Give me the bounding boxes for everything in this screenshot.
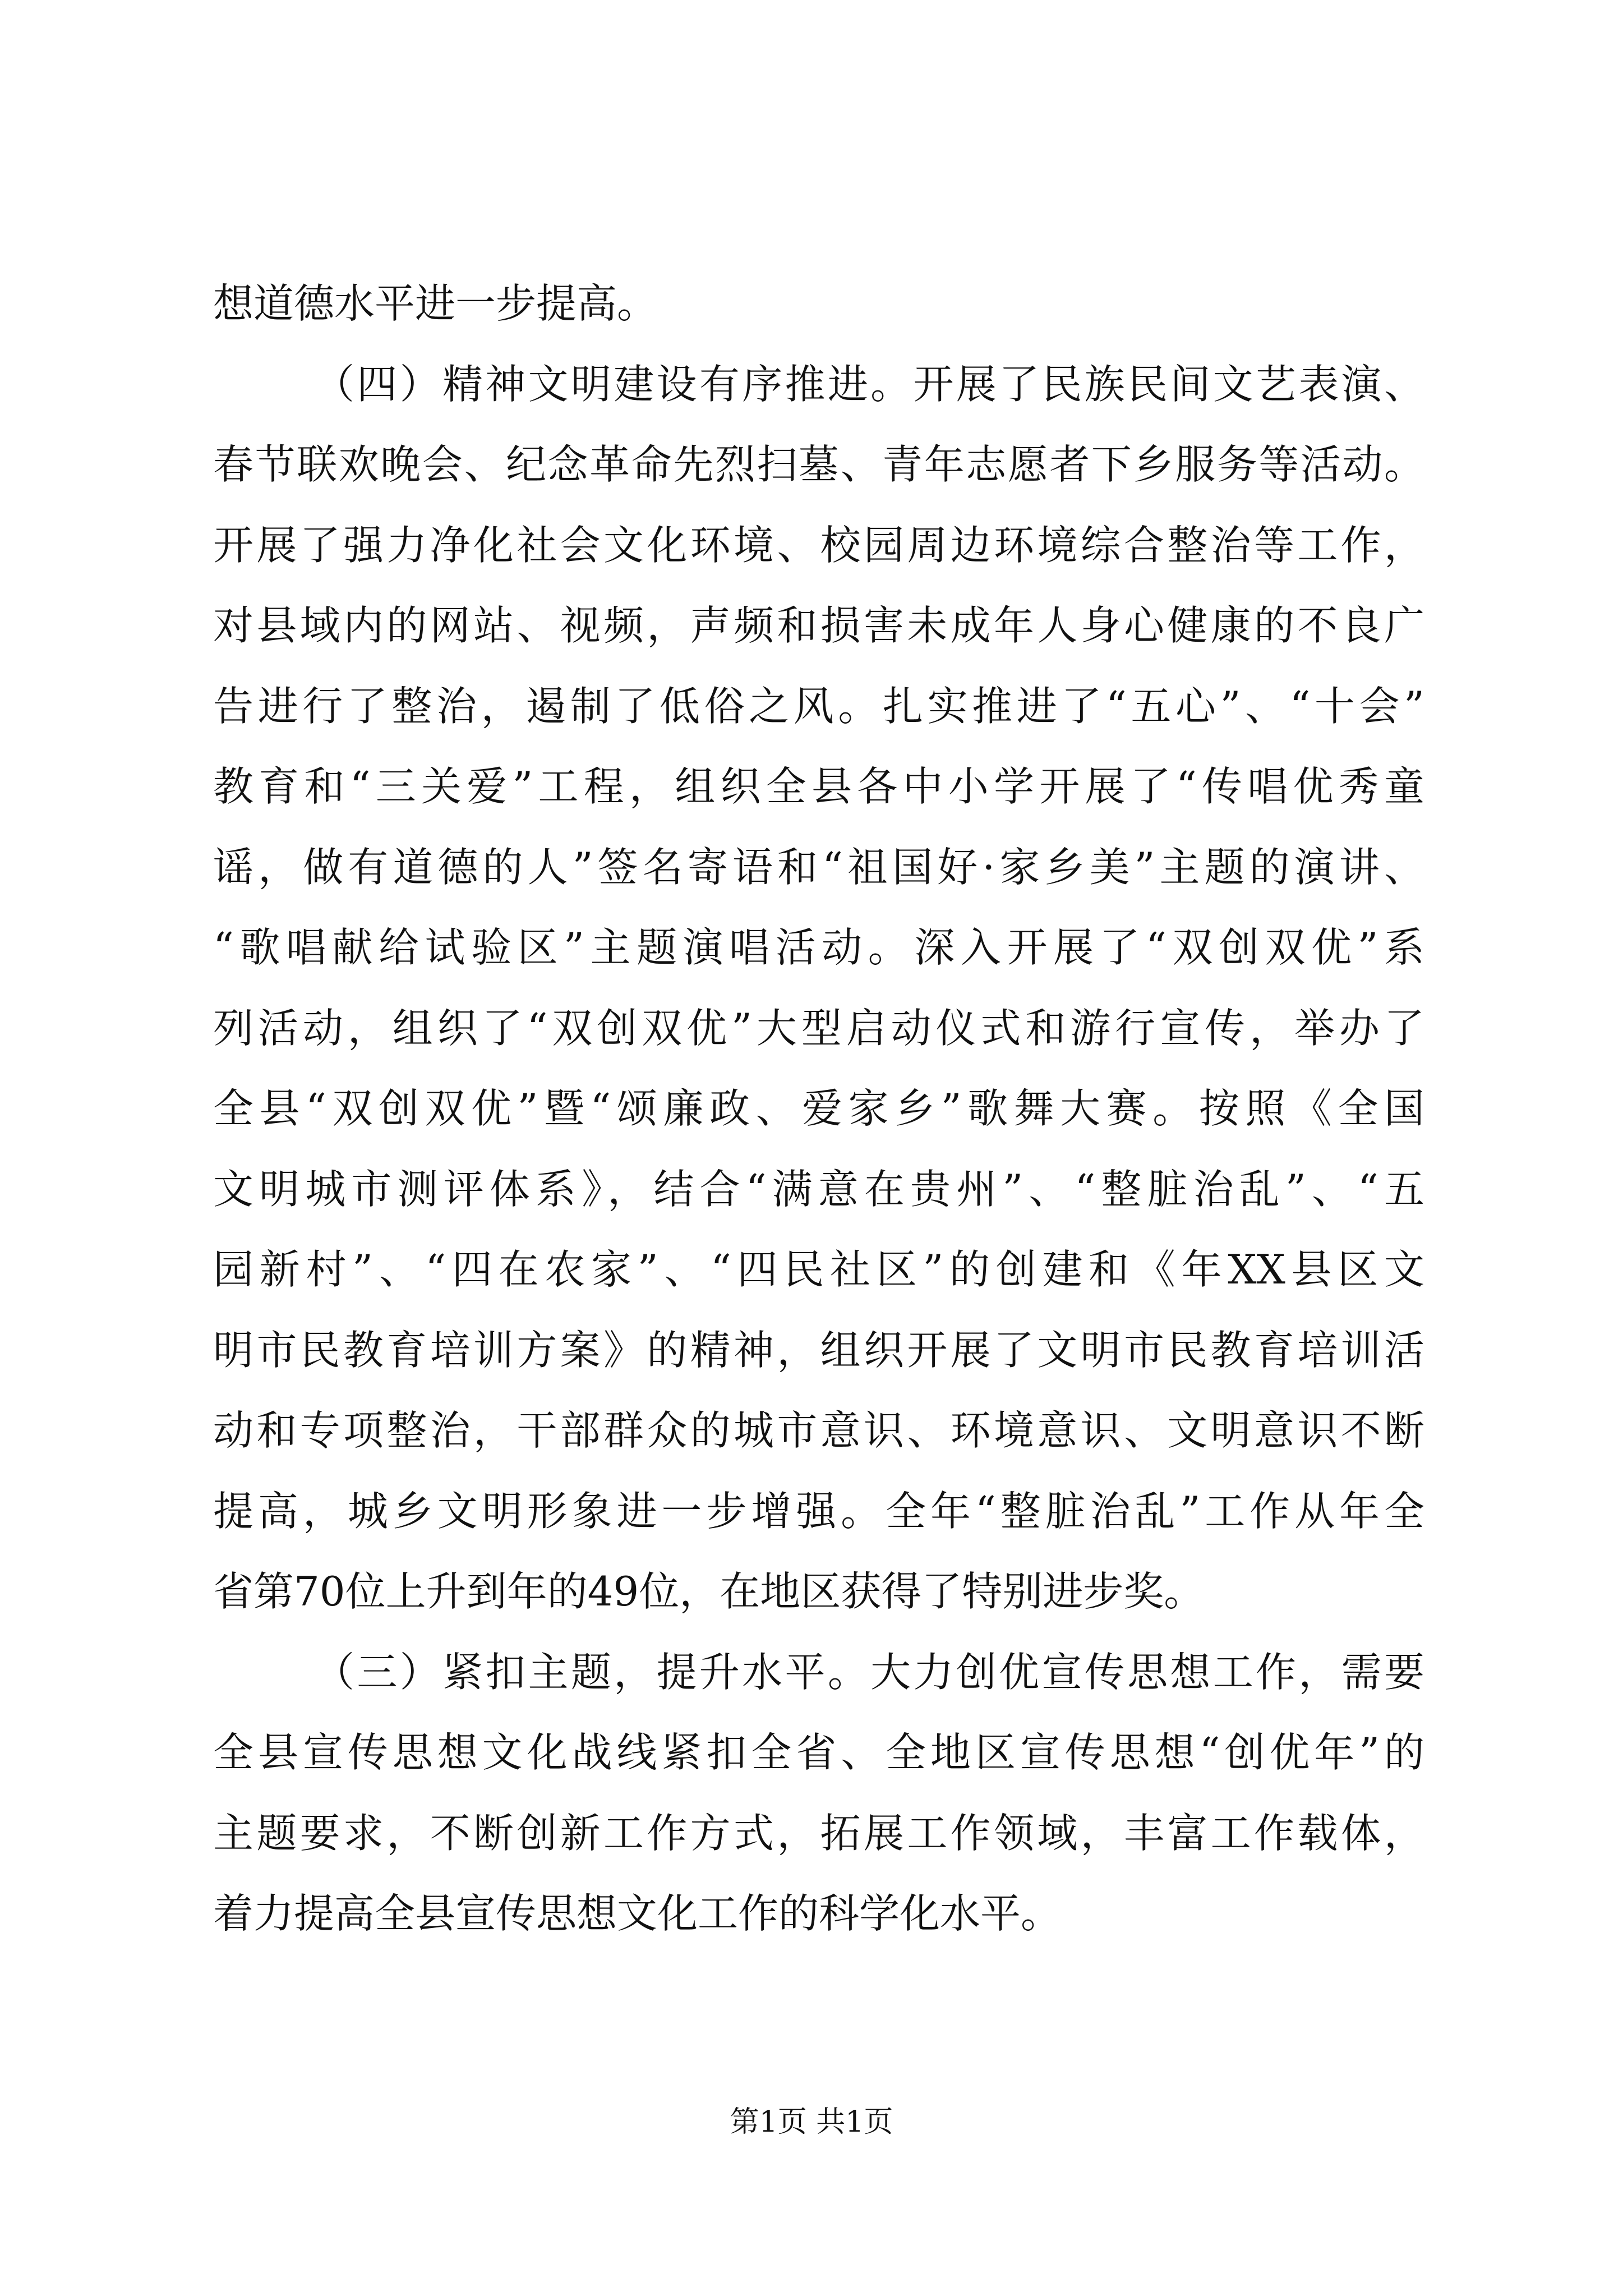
text-line: “歌唱献给试验区”主题演唱活动。深入开展了“双创双优”系 xyxy=(213,924,1424,971)
text-line: 着力提高全县宣传思想文化工作的科学化水平。 xyxy=(213,1890,1062,1937)
section-heading-line: （三）紧扣主题，提升水平。大力创优宣传思想工作，需要 xyxy=(314,1648,1424,1696)
text-line: 列活动，组织了“双创双优”大型启动仪式和游行宣传，举办了 xyxy=(213,1004,1424,1052)
text-line: 省第70位上升到年的49位，在地区获得了特别进步奖。 xyxy=(213,1568,1205,1615)
text-line: 对县域内的网站、视频，声频和损害未成年人身心健康的不良广 xyxy=(213,602,1424,649)
text-line: 春节联欢晚会、纪念革命先烈扫墓、青年志愿者下乡服务等活动。 xyxy=(213,441,1424,488)
text-line: 告进行了整治，遏制了低俗之风。扎实推进了“五心”、“十会” xyxy=(213,682,1424,730)
text-line: 主题要求，不断创新工作方式，拓展工作领域，丰富工作载体， xyxy=(213,1809,1424,1857)
text-line: 园新村”、“四在农家”、“四民社区”的创建和《年XX县区文 xyxy=(213,1246,1424,1293)
page-number-footer: 第1页 共1页 xyxy=(730,2105,893,2139)
text-line: 明市民教育培训方案》的精神，组织开展了文明市民教育培训活 xyxy=(213,1326,1424,1374)
section-heading-line: （四）精神文明建设有序推进。开展了民族民间文艺表演、 xyxy=(314,360,1424,408)
text-line: 全县宣传思想文化战线紧扣全省、全地区宣传思想“创优年”的 xyxy=(213,1729,1424,1776)
text-line: 教育和“三关爱”工程，组织全县各中小学开展了“传唱优秀童 xyxy=(213,763,1424,810)
text-line: 动和专项整治，干部群众的城市意识、环境意识、文明意识不断 xyxy=(213,1407,1424,1454)
text-line: 提高，城乡文明形象进一步增强。全年“整脏治乱”工作从年全 xyxy=(213,1487,1424,1535)
document-body xyxy=(213,264,1424,1954)
text-line: 开展了强力净化社会文化环境、校园周边环境综合整治等工作， xyxy=(213,521,1424,569)
text-line: 文明城市测评体系》，结合“满意在贵州”、“整脏治乱”、“五 xyxy=(213,1165,1424,1213)
text-line: 全县“双创双优”暨“颂廉政、爱家乡”歌舞大赛。按照《全国 xyxy=(213,1085,1424,1132)
text-line: 想道德水平进一步提高。 xyxy=(213,280,658,327)
text-line: 谣，做有道德的人”签名寄语和“祖国好·家乡美”主题的演讲、 xyxy=(213,843,1424,891)
